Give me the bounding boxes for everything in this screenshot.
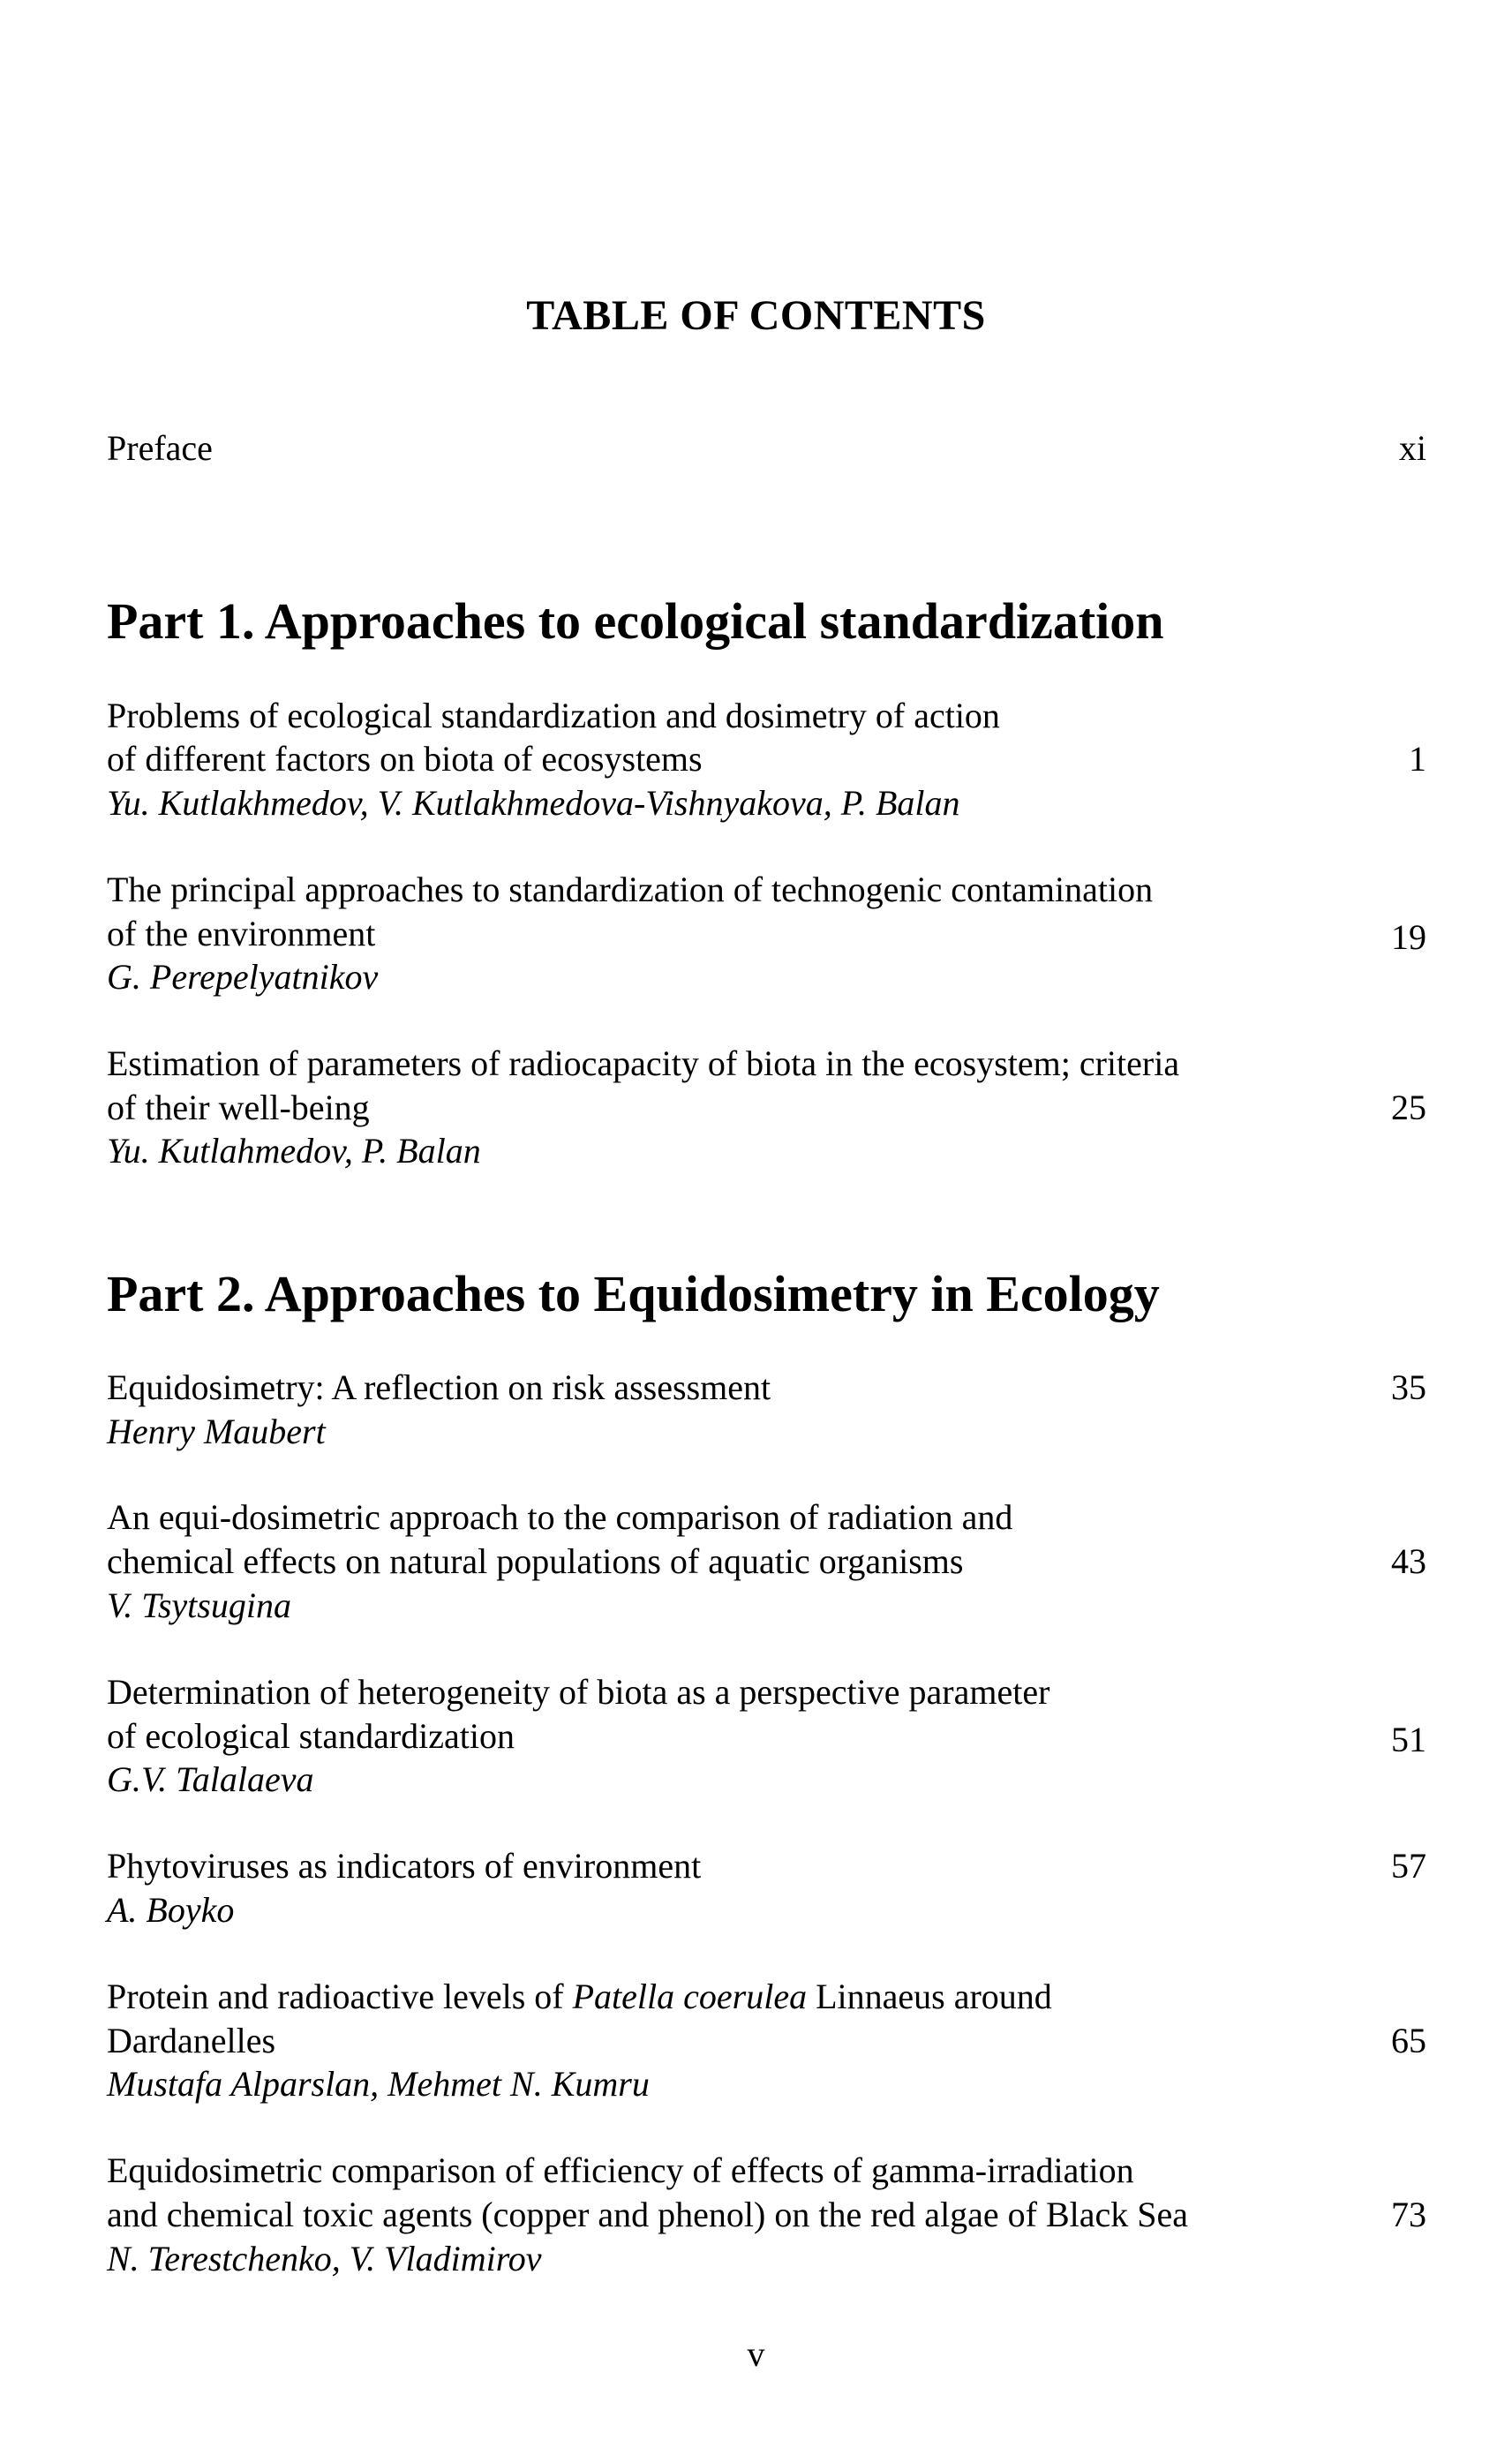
page-title: TABLE OF CONTENTS bbox=[526, 292, 986, 339]
toc-entry-authors: N. Terestchenko, V. Vladimirov bbox=[107, 2239, 542, 2278]
toc-entry-title-line bbox=[107, 1975, 1052, 2019]
part-1-heading: Part 1. Approaches to ecological standardization bbox=[107, 592, 1164, 650]
toc-entry-page-number: 57 bbox=[1391, 1846, 1426, 1886]
toc-entry-title-line: Determination of heterogeneity of biota as a perspective parameter bbox=[107, 1672, 1050, 1712]
toc-entry-authors: Mustafa Alparslan, Mehmet N. Kumru bbox=[107, 2064, 650, 2104]
toc-entry-title-text: Protein and radioactive levels of bbox=[107, 1977, 573, 2016]
toc-entry-title-line: Problems of ecological standardization and dosimetry of action bbox=[107, 696, 1000, 735]
toc-entry-title-line: Dardanelles bbox=[107, 2021, 276, 2060]
toc-entry-title-text: Linnaeus around bbox=[807, 1977, 1052, 2016]
toc-entry-page-number: 25 bbox=[1391, 1088, 1426, 1127]
toc-entry-page-number: 43 bbox=[1391, 1541, 1426, 1581]
toc-entry-page-number: 35 bbox=[1391, 1367, 1426, 1407]
toc-entry-title-line: Equidosimetry: A reflection on risk assessment bbox=[107, 1367, 771, 1407]
toc-entry-title-line: Equidosimetric comparison of efficiency of effects of gamma-irradiation bbox=[107, 2150, 1134, 2190]
toc-entry-authors: V. Tsytsugina bbox=[107, 1585, 291, 1625]
toc-entry-page-number: 51 bbox=[1391, 1720, 1426, 1759]
toc-entry-title-line: of ecological standardization bbox=[107, 1716, 515, 1756]
toc-entry-title-line: chemical effects on natural populations of aquatic organisms bbox=[107, 1541, 964, 1581]
toc-entry-title-line: Estimation of parameters of radiocapacity of biota in the ecosystem; criteria bbox=[107, 1043, 1180, 1083]
toc-entry-title-line: of their well-being bbox=[107, 1088, 370, 1127]
toc-entry-title-line: of different factors on biota of ecosystems bbox=[107, 739, 703, 779]
toc-entry-authors: G.V. Talalaeva bbox=[107, 1759, 314, 1799]
preface-page-number: xi bbox=[1398, 428, 1426, 468]
page-folio: v bbox=[747, 2334, 765, 2374]
toc-entry-page-number: 1 bbox=[1409, 739, 1426, 779]
toc-entry-page-number: 19 bbox=[1391, 917, 1426, 957]
toc-entry-page-number: 73 bbox=[1391, 2195, 1426, 2234]
preface-label: Preface bbox=[107, 428, 213, 468]
toc-entry-page-number: 65 bbox=[1391, 2021, 1426, 2060]
toc-entry-authors: G. Perepelyatnikov bbox=[107, 957, 379, 997]
part-2-heading: Part 2. Approaches to Equidosimetry in Ecology bbox=[107, 1265, 1160, 1322]
toc-entry-title-line: and chemical toxic agents (copper and phenol) on the red algae of Black Sea bbox=[107, 2195, 1189, 2234]
toc-entry-title-line: of the environment bbox=[107, 914, 376, 953]
toc-entry-title-line: Phytoviruses as indicators of environment bbox=[107, 1846, 702, 1886]
toc-entry-authors: Yu. Kutlakhmedov, V. Kutlakhmedova-Vishnyakova, P. Balan bbox=[107, 783, 960, 823]
species-name: Patella coerulea bbox=[572, 1977, 808, 2016]
toc-entry-title-line: The principal approaches to standardization of technogenic contamination bbox=[107, 870, 1154, 909]
toc-entry-authors: A. Boyko bbox=[107, 1890, 235, 1930]
toc-entry-title-line: An equi-dosimetric approach to the comparison of radiation and bbox=[107, 1497, 1013, 1537]
toc-entry-authors: Henry Maubert bbox=[107, 1412, 326, 1451]
toc-entry-authors: Yu. Kutlahmedov, P. Balan bbox=[107, 1131, 481, 1171]
